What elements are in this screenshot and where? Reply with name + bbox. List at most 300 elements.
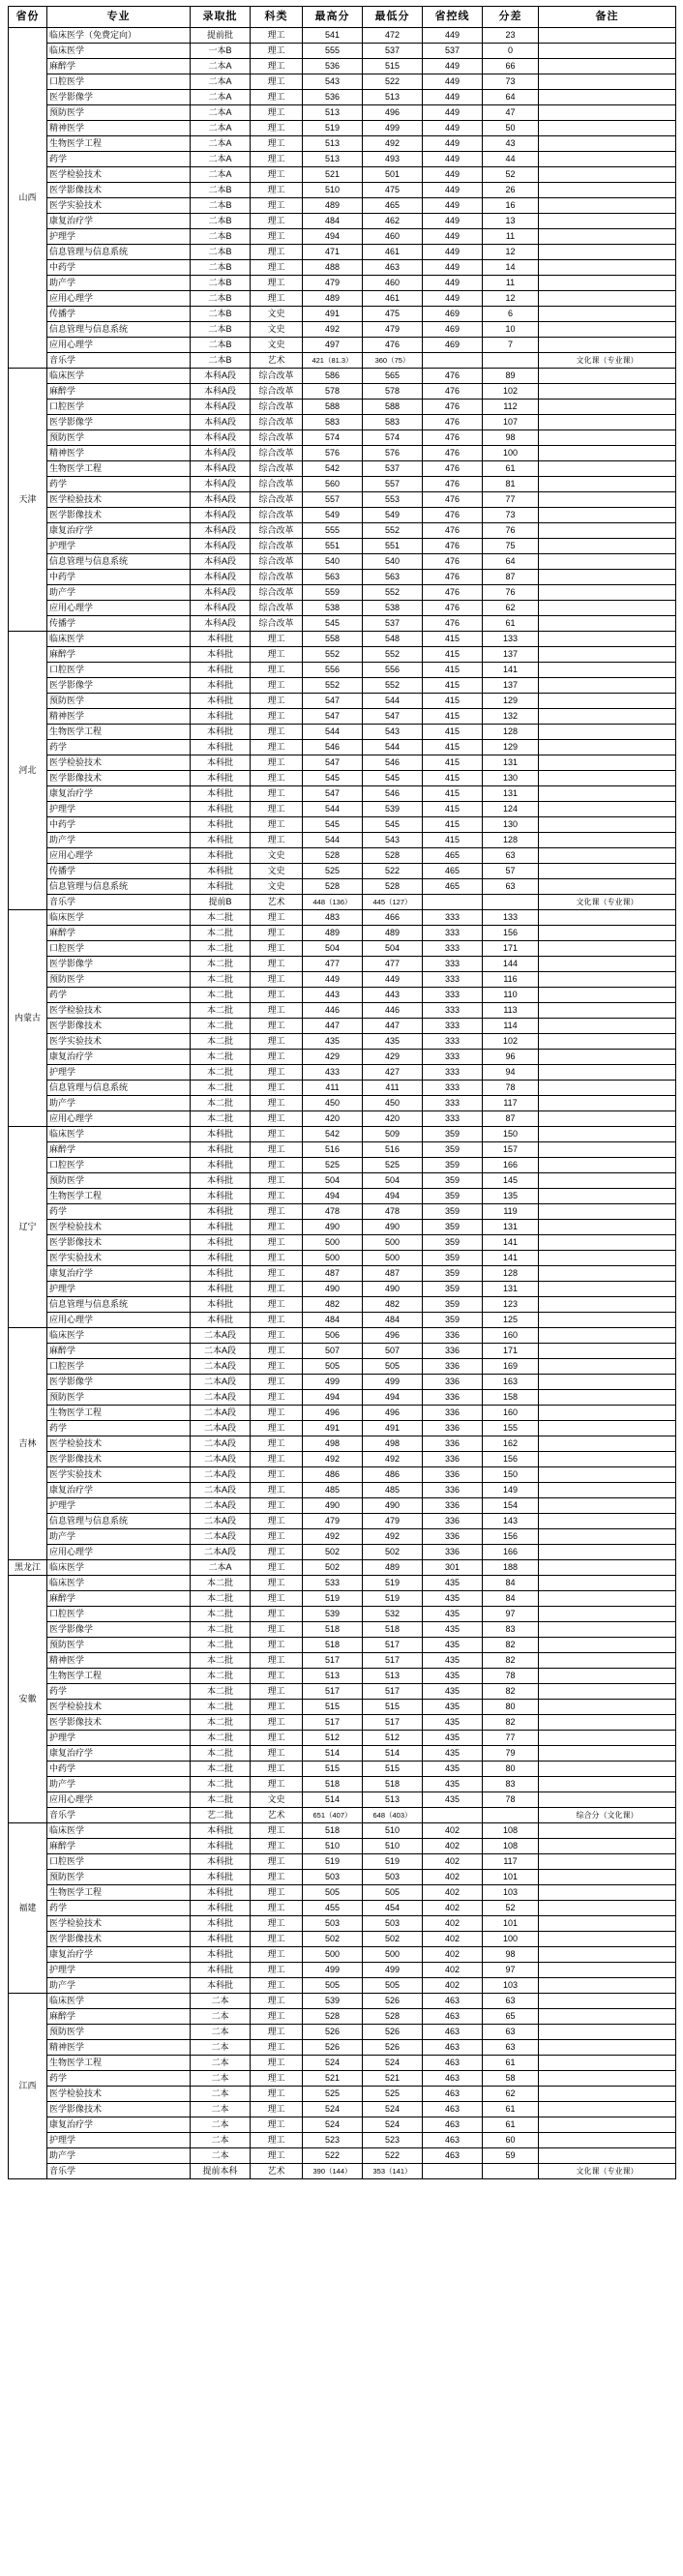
subject-cell: 理工 xyxy=(251,1994,303,2009)
batch-cell: 二本A段 xyxy=(191,1483,251,1498)
highest-score-cell: 540 xyxy=(303,554,363,570)
remark-cell xyxy=(539,461,676,477)
batch-cell: 本科批 xyxy=(191,1947,251,1963)
table-header xyxy=(9,7,676,28)
highest-score-cell: 528 xyxy=(303,879,363,895)
highest-score-cell: 517 xyxy=(303,1715,363,1731)
remark-cell xyxy=(539,183,676,198)
batch-cell: 本科批 xyxy=(191,1823,251,1839)
major-cell: 康复治疗学 xyxy=(47,1947,191,1963)
col-header-batch: 录取批 xyxy=(191,7,251,28)
subject-cell: 综合改革 xyxy=(251,585,303,601)
lowest-score-cell: 544 xyxy=(363,694,423,709)
remark-cell xyxy=(539,1127,676,1142)
table-row xyxy=(9,694,676,709)
score-diff-cell: 141 xyxy=(483,1235,539,1251)
province-cell: 安徽 xyxy=(9,1576,47,1823)
major-cell: 预防医学 xyxy=(47,1638,191,1653)
remark-cell xyxy=(539,90,676,105)
score-diff-cell: 160 xyxy=(483,1406,539,1421)
batch-cell: 本科批 xyxy=(191,1204,251,1220)
subject-cell: 理工 xyxy=(251,2056,303,2071)
lowest-score-cell: 429 xyxy=(363,1050,423,1065)
remark-cell xyxy=(539,1003,676,1019)
subject-cell: 理工 xyxy=(251,90,303,105)
lowest-score-cell: 538 xyxy=(363,601,423,616)
batch-cell: 二本 xyxy=(191,2056,251,2071)
subject-cell: 理工 xyxy=(251,1669,303,1684)
score-diff-cell: 82 xyxy=(483,1684,539,1700)
remark-cell xyxy=(539,755,676,771)
batch-cell: 二本A段 xyxy=(191,1436,251,1452)
subject-cell: 理工 xyxy=(251,276,303,291)
provincial-line-cell: 402 xyxy=(423,1932,483,1947)
provincial-line-cell: 415 xyxy=(423,755,483,771)
table-row xyxy=(9,616,676,632)
highest-score-cell: 512 xyxy=(303,1731,363,1746)
remark-cell xyxy=(539,260,676,276)
lowest-score-cell: 537 xyxy=(363,44,423,59)
subject-cell: 理工 xyxy=(251,647,303,663)
lowest-score-cell: 525 xyxy=(363,1158,423,1173)
batch-cell: 本科批 xyxy=(191,709,251,725)
score-diff-cell: 12 xyxy=(483,291,539,307)
table-row xyxy=(9,508,676,523)
remark-cell xyxy=(539,1762,676,1777)
remark-cell xyxy=(539,1947,676,1963)
major-cell: 助产学 xyxy=(47,2148,191,2164)
major-cell: 医学影像学 xyxy=(47,415,191,430)
lowest-score-cell: 500 xyxy=(363,1947,423,1963)
table-row xyxy=(9,988,676,1003)
table-row xyxy=(9,105,676,121)
lowest-score-cell: 522 xyxy=(363,74,423,90)
subject-cell: 理工 xyxy=(251,1019,303,1034)
score-diff-cell: 73 xyxy=(483,508,539,523)
subject-cell: 文史 xyxy=(251,864,303,879)
score-diff-cell: 47 xyxy=(483,105,539,121)
batch-cell: 本科批 xyxy=(191,817,251,833)
major-cell: 助产学 xyxy=(47,833,191,848)
batch-cell: 本科A段 xyxy=(191,554,251,570)
table-row xyxy=(9,1700,676,1715)
remark-cell xyxy=(539,1823,676,1839)
major-cell: 麻醉学 xyxy=(47,1142,191,1158)
subject-cell: 理工 xyxy=(251,1885,303,1901)
highest-score-cell: 517 xyxy=(303,1653,363,1669)
score-diff-cell: 100 xyxy=(483,1932,539,1947)
lowest-score-cell: 526 xyxy=(363,2025,423,2040)
score-diff-cell: 154 xyxy=(483,1498,539,1514)
major-cell: 精神医学 xyxy=(47,446,191,461)
provincial-line-cell: 402 xyxy=(423,1947,483,1963)
lowest-score-cell: 500 xyxy=(363,1251,423,1266)
batch-cell: 本科批 xyxy=(191,1978,251,1994)
major-cell: 助产学 xyxy=(47,1096,191,1111)
score-diff-cell: 144 xyxy=(483,957,539,972)
remark-cell: 文化课（专业课） xyxy=(539,2164,676,2179)
remark-cell xyxy=(539,864,676,879)
provincial-line-cell: 476 xyxy=(423,384,483,400)
batch-cell: 本科批 xyxy=(191,1297,251,1313)
highest-score-cell: 539 xyxy=(303,1994,363,2009)
provincial-line-cell: 469 xyxy=(423,338,483,353)
major-cell: 医学检验技术 xyxy=(47,1700,191,1715)
lowest-score-cell: 545 xyxy=(363,771,423,786)
major-cell: 医学检验技术 xyxy=(47,1916,191,1932)
score-diff-cell: 107 xyxy=(483,415,539,430)
provincial-line-cell: 449 xyxy=(423,214,483,229)
batch-cell: 本二批 xyxy=(191,1792,251,1808)
col-header-score-diff: 分差 xyxy=(483,7,539,28)
score-diff-cell: 108 xyxy=(483,1839,539,1854)
remark-cell xyxy=(539,1622,676,1638)
score-diff-cell: 101 xyxy=(483,1916,539,1932)
table-row xyxy=(9,1235,676,1251)
table-row xyxy=(9,1297,676,1313)
score-diff-cell: 96 xyxy=(483,1050,539,1065)
highest-score-cell: 505 xyxy=(303,1978,363,1994)
batch-cell: 二本B xyxy=(191,338,251,353)
remark-cell xyxy=(539,848,676,864)
batch-cell: 二本A段 xyxy=(191,1375,251,1390)
lowest-score-cell: 491 xyxy=(363,1421,423,1436)
table-row xyxy=(9,1808,676,1823)
batch-cell: 本二批 xyxy=(191,1607,251,1622)
provincial-line-cell: 449 xyxy=(423,59,483,74)
table-row xyxy=(9,245,676,260)
subject-cell: 理工 xyxy=(251,167,303,183)
score-diff-cell: 82 xyxy=(483,1638,539,1653)
provincial-line-cell: 449 xyxy=(423,136,483,152)
batch-cell: 本科批 xyxy=(191,1963,251,1978)
remark-cell xyxy=(539,1235,676,1251)
score-diff-cell: 119 xyxy=(483,1204,539,1220)
subject-cell: 理工 xyxy=(251,28,303,44)
major-cell: 精神医学 xyxy=(47,709,191,725)
provincial-line-cell: 336 xyxy=(423,1328,483,1344)
remark-cell xyxy=(539,1498,676,1514)
lowest-score-cell: 522 xyxy=(363,2148,423,2164)
lowest-score-cell: 576 xyxy=(363,446,423,461)
batch-cell: 本科批 xyxy=(191,771,251,786)
table-row xyxy=(9,1406,676,1421)
major-cell: 医学检验技术 xyxy=(47,1220,191,1235)
col-header-subject: 科类 xyxy=(251,7,303,28)
major-cell: 麻醉学 xyxy=(47,1591,191,1607)
subject-cell: 理工 xyxy=(251,1297,303,1313)
provincial-line-cell: 359 xyxy=(423,1266,483,1282)
provincial-line-cell: 435 xyxy=(423,1591,483,1607)
batch-cell: 本二批 xyxy=(191,926,251,941)
batch-cell: 本科A段 xyxy=(191,430,251,446)
remark-cell xyxy=(539,771,676,786)
major-cell: 生物医学工程 xyxy=(47,1189,191,1204)
highest-score-cell: 494 xyxy=(303,1390,363,1406)
score-diff-cell: 101 xyxy=(483,1870,539,1885)
lowest-score-cell: 466 xyxy=(363,910,423,926)
batch-cell: 本科A段 xyxy=(191,477,251,492)
score-diff-cell: 77 xyxy=(483,492,539,508)
score-diff-cell: 79 xyxy=(483,1746,539,1762)
subject-cell: 理工 xyxy=(251,972,303,988)
batch-cell: 二本A段 xyxy=(191,1344,251,1359)
table-row xyxy=(9,1467,676,1483)
batch-cell: 本二批 xyxy=(191,1003,251,1019)
score-diff-cell: 166 xyxy=(483,1158,539,1173)
table-row xyxy=(9,1081,676,1096)
highest-score-cell: 560 xyxy=(303,477,363,492)
major-cell: 口腔医学 xyxy=(47,663,191,678)
batch-cell: 二本B xyxy=(191,322,251,338)
remark-cell xyxy=(539,1591,676,1607)
lowest-score-cell: 450 xyxy=(363,1096,423,1111)
provincial-line-cell: 415 xyxy=(423,817,483,833)
major-cell: 护理学 xyxy=(47,539,191,554)
major-cell: 中药学 xyxy=(47,817,191,833)
remark-cell xyxy=(539,291,676,307)
batch-cell: 二本A段 xyxy=(191,1421,251,1436)
major-cell: 预防医学 xyxy=(47,1390,191,1406)
score-diff-cell: 65 xyxy=(483,2009,539,2025)
remark-cell xyxy=(539,1731,676,1746)
lowest-score-cell: 509 xyxy=(363,1127,423,1142)
major-cell: 口腔医学 xyxy=(47,400,191,415)
provincial-line-cell: 402 xyxy=(423,1839,483,1854)
highest-score-cell: 586 xyxy=(303,369,363,384)
subject-cell: 理工 xyxy=(251,1607,303,1622)
subject-cell: 理工 xyxy=(251,1870,303,1885)
score-diff-cell: 78 xyxy=(483,1669,539,1684)
highest-score-cell: 545 xyxy=(303,771,363,786)
score-diff-cell: 124 xyxy=(483,802,539,817)
score-diff-cell: 103 xyxy=(483,1978,539,1994)
provincial-line-cell xyxy=(423,895,483,910)
highest-score-cell: 503 xyxy=(303,1870,363,1885)
provincial-line-cell: 435 xyxy=(423,1731,483,1746)
score-diff-cell: 98 xyxy=(483,430,539,446)
provincial-line-cell: 333 xyxy=(423,972,483,988)
highest-score-cell: 488 xyxy=(303,260,363,276)
score-diff-cell: 108 xyxy=(483,1823,539,1839)
remark-cell xyxy=(539,1901,676,1916)
provincial-line-cell: 402 xyxy=(423,1885,483,1901)
subject-cell: 文史 xyxy=(251,307,303,322)
major-cell: 口腔医学 xyxy=(47,1158,191,1173)
table-row xyxy=(9,1498,676,1514)
batch-cell: 本二批 xyxy=(191,988,251,1003)
highest-score-cell: 433 xyxy=(303,1065,363,1081)
lowest-score-cell: 588 xyxy=(363,400,423,415)
table-row xyxy=(9,1591,676,1607)
lowest-score-cell: 507 xyxy=(363,1344,423,1359)
remark-cell xyxy=(539,2009,676,2025)
table-row xyxy=(9,786,676,802)
remark-cell xyxy=(539,1204,676,1220)
remark-cell xyxy=(539,214,676,229)
score-diff-cell: 52 xyxy=(483,1901,539,1916)
provincial-line-cell: 336 xyxy=(423,1514,483,1529)
major-cell: 医学影像技术 xyxy=(47,183,191,198)
batch-cell: 本科A段 xyxy=(191,539,251,554)
major-cell: 应用心理学 xyxy=(47,1313,191,1328)
major-cell: 生物医学工程 xyxy=(47,1406,191,1421)
table-row xyxy=(9,1669,676,1684)
provincial-line-cell: 333 xyxy=(423,1111,483,1127)
batch-cell: 二本B xyxy=(191,229,251,245)
major-cell: 应用心理学 xyxy=(47,338,191,353)
major-cell: 生物医学工程 xyxy=(47,1669,191,1684)
subject-cell: 理工 xyxy=(251,1467,303,1483)
lowest-score-cell: 552 xyxy=(363,647,423,663)
subject-cell: 理工 xyxy=(251,260,303,276)
table-row xyxy=(9,1375,676,1390)
highest-score-cell: 547 xyxy=(303,709,363,725)
remark-cell xyxy=(539,2025,676,2040)
lowest-score-cell: 489 xyxy=(363,926,423,941)
batch-cell: 二本A xyxy=(191,1560,251,1576)
provincial-line-cell: 476 xyxy=(423,585,483,601)
major-cell: 护理学 xyxy=(47,1963,191,1978)
highest-score-cell: 489 xyxy=(303,926,363,941)
remark-cell xyxy=(539,1669,676,1684)
remark-cell: 文化课（专业课） xyxy=(539,353,676,369)
provincial-line-cell: 449 xyxy=(423,90,483,105)
subject-cell: 综合改革 xyxy=(251,415,303,430)
remark-cell xyxy=(539,1746,676,1762)
remark-cell xyxy=(539,322,676,338)
subject-cell: 理工 xyxy=(251,1700,303,1715)
batch-cell: 二本 xyxy=(191,2040,251,2056)
batch-cell: 本科A段 xyxy=(191,492,251,508)
highest-score-cell: 491 xyxy=(303,1421,363,1436)
highest-score-cell: 502 xyxy=(303,1560,363,1576)
remark-cell xyxy=(539,1684,676,1700)
lowest-score-cell: 494 xyxy=(363,1189,423,1204)
major-cell: 预防医学 xyxy=(47,694,191,709)
score-diff-cell: 76 xyxy=(483,523,539,539)
remark-cell xyxy=(539,1529,676,1545)
provincial-line-cell: 469 xyxy=(423,322,483,338)
lowest-score-cell: 490 xyxy=(363,1498,423,1514)
batch-cell: 本科批 xyxy=(191,1220,251,1235)
major-cell: 康复治疗学 xyxy=(47,1483,191,1498)
subject-cell: 理工 xyxy=(251,1839,303,1854)
table-row xyxy=(9,1344,676,1359)
table-row xyxy=(9,1762,676,1777)
remark-cell xyxy=(539,167,676,183)
remark-cell xyxy=(539,725,676,740)
table-row xyxy=(9,1932,676,1947)
score-diff-cell: 133 xyxy=(483,910,539,926)
major-cell: 临床医学 xyxy=(47,1994,191,2009)
provincial-line-cell: 449 xyxy=(423,198,483,214)
provincial-line-cell: 415 xyxy=(423,678,483,694)
major-cell: 药学 xyxy=(47,1204,191,1220)
table-row xyxy=(9,492,676,508)
provincial-line-cell: 336 xyxy=(423,1467,483,1483)
provincial-line-cell: 415 xyxy=(423,802,483,817)
batch-cell: 二本A段 xyxy=(191,1328,251,1344)
score-diff-cell: 83 xyxy=(483,1777,539,1792)
major-cell: 口腔医学 xyxy=(47,1607,191,1622)
table-row xyxy=(9,2164,676,2179)
subject-cell: 理工 xyxy=(251,2040,303,2056)
provincial-line-cell: 359 xyxy=(423,1204,483,1220)
subject-cell: 理工 xyxy=(251,198,303,214)
table-row xyxy=(9,1777,676,1792)
lowest-score-cell: 522 xyxy=(363,864,423,879)
table-row xyxy=(9,1050,676,1065)
provincial-line-cell: 336 xyxy=(423,1545,483,1560)
table-row xyxy=(9,446,676,461)
remark-cell xyxy=(539,1034,676,1050)
lowest-score-cell: 563 xyxy=(363,570,423,585)
lowest-score-cell: 537 xyxy=(363,461,423,477)
score-diff-cell: 145 xyxy=(483,1173,539,1189)
highest-score-cell: 516 xyxy=(303,1142,363,1158)
score-diff-cell: 76 xyxy=(483,585,539,601)
table-row xyxy=(9,183,676,198)
table-row xyxy=(9,740,676,755)
subject-cell: 理工 xyxy=(251,1282,303,1297)
provincial-line-cell: 537 xyxy=(423,44,483,59)
provincial-line-cell: 333 xyxy=(423,957,483,972)
subject-cell: 理工 xyxy=(251,1622,303,1638)
highest-score-cell: 420 xyxy=(303,1111,363,1127)
score-diff-cell: 102 xyxy=(483,384,539,400)
score-diff-cell: 114 xyxy=(483,1019,539,1034)
table-row xyxy=(9,1436,676,1452)
subject-cell: 综合改革 xyxy=(251,539,303,554)
major-cell: 临床医学 xyxy=(47,910,191,926)
score-diff-cell: 150 xyxy=(483,1127,539,1142)
score-diff-cell: 80 xyxy=(483,1700,539,1715)
batch-cell: 本科批 xyxy=(191,1839,251,1854)
score-diff-cell: 57 xyxy=(483,864,539,879)
table-row xyxy=(9,1251,676,1266)
table-row xyxy=(9,1359,676,1375)
score-diff-cell: 58 xyxy=(483,2071,539,2087)
highest-score-cell: 504 xyxy=(303,941,363,957)
lowest-score-cell: 487 xyxy=(363,1266,423,1282)
remark-cell xyxy=(539,1344,676,1359)
highest-score-cell: 547 xyxy=(303,786,363,802)
major-cell: 传播学 xyxy=(47,616,191,632)
batch-cell: 本二批 xyxy=(191,1700,251,1715)
batch-cell: 本二批 xyxy=(191,1065,251,1081)
table-row xyxy=(9,895,676,910)
subject-cell: 理工 xyxy=(251,1684,303,1700)
lowest-score-cell: 539 xyxy=(363,802,423,817)
lowest-score-cell: 548 xyxy=(363,632,423,647)
subject-cell: 理工 xyxy=(251,1142,303,1158)
lowest-score-cell: 524 xyxy=(363,2117,423,2133)
highest-score-cell: 533 xyxy=(303,1576,363,1591)
provincial-line-cell: 476 xyxy=(423,554,483,570)
major-cell: 医学影像技术 xyxy=(47,1452,191,1467)
provincial-line-cell: 435 xyxy=(423,1777,483,1792)
provincial-line-cell: 476 xyxy=(423,446,483,461)
lowest-score-cell: 513 xyxy=(363,1792,423,1808)
subject-cell: 理工 xyxy=(251,833,303,848)
table-row xyxy=(9,771,676,786)
lowest-score-cell: 512 xyxy=(363,1731,423,1746)
major-cell: 预防医学 xyxy=(47,1173,191,1189)
table-row xyxy=(9,430,676,446)
lowest-score-cell: 461 xyxy=(363,245,423,260)
table-row xyxy=(9,1452,676,1467)
